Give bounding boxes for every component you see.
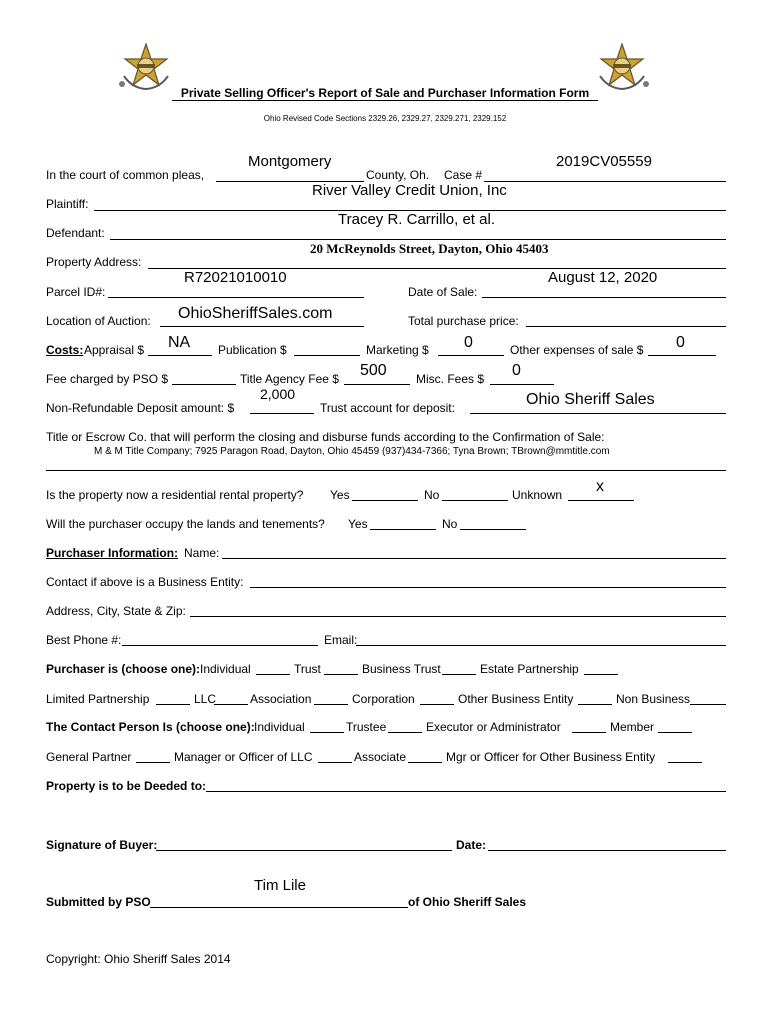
purchaser-type-association-line[interactable] [314,704,348,705]
case-label: Case # [444,168,483,182]
occupy-question: Will the purchaser occupy the lands and tenements? [46,517,325,531]
signature-date-field-line[interactable] [488,850,726,851]
rental-unknown-field-line[interactable] [568,500,634,501]
contact-type-associate: Associate [354,750,407,764]
purchaser-type-business-trust: Business Trust [362,662,441,676]
contact-type-trustee-line[interactable] [388,732,422,733]
appraisal-value: NA [168,334,191,351]
title-agency-fee-value: 500 [360,362,387,379]
contact-type-executor: Executor or Administrator [426,720,561,734]
purchaser-name-label: Name: [184,546,220,560]
purchaser-type-label: Purchaser is (choose one): [46,662,201,676]
address-label: Address, City, State & Zip: [46,604,186,618]
signature-field-line[interactable] [156,850,452,851]
contact-type-manager-llc: Manager or Officer of LLC [174,750,313,764]
purchaser-type-llc: LLC [194,692,217,706]
marketing-value: 0 [464,334,473,351]
plaintiff-value: River Valley Credit Union, Inc [312,182,507,199]
title-company-field-line[interactable] [46,470,726,471]
misc-fees-label: Misc. Fees $ [416,372,485,386]
deposit-value: 2,000 [260,386,296,402]
occupy-no-field-line[interactable] [460,529,526,530]
trust-account-field-line[interactable] [470,413,726,414]
copyright: Copyright: Ohio Sheriff Sales 2014 [46,952,231,966]
submitted-by-value: Tim Lile [254,877,306,894]
parcel-value: R72021010010 [184,269,287,286]
occupy-yes-field-line[interactable] [370,529,436,530]
deeded-to-label: Property is to be Deeded to: [46,779,207,793]
publication-field-line[interactable] [294,355,360,356]
sheriff-star-badge-icon [594,42,650,92]
email-label: Email: [324,633,358,647]
marketing-label: Marketing $ [366,343,429,357]
plaintiff-label: Plaintiff: [46,197,89,211]
business-contact-label: Contact if above is a Business Entity: [46,575,244,589]
total-price-field-line[interactable] [526,326,726,327]
purchaser-name-field-line[interactable] [222,558,726,559]
costs-label: Costs: [46,343,84,357]
total-price-label: Total purchase price: [408,314,519,328]
contact-type-manager-llc-line[interactable] [318,762,352,763]
purchaser-type-llc-line[interactable] [214,704,248,705]
phone-field-line[interactable] [122,645,318,646]
defendant-field-line[interactable] [110,239,726,240]
rental-yes-field-line[interactable] [352,500,418,501]
pso-fee-label: Fee charged by PSO $ [46,372,169,386]
date-of-sale-value: August 12, 2020 [548,269,658,286]
contact-type-member: Member [610,720,655,734]
rental-unknown-mark: x [596,478,604,495]
purchaser-type-limited-partnership-line[interactable] [156,704,190,705]
contact-type-executor-line[interactable] [572,732,606,733]
trust-account-label: Trust account for deposit: [320,401,455,415]
title-company-value: M & M Title Company; 7925 Paragon Road, Dayton, Ohio 45459 (937)434-7366; Tyna Brown; TBrown@mmtitle.com [94,446,610,457]
contact-type-associate-line[interactable] [408,762,442,763]
rental-no-label: No [424,488,440,502]
appraisal-field-line[interactable] [148,355,212,356]
rental-question: Is the property now a residential rental property? [46,488,304,502]
title-agency-fee-label: Title Agency Fee $ [240,372,339,386]
case-field-line[interactable] [484,181,726,182]
purchaser-type-business-trust-line[interactable] [442,674,476,675]
other-expenses-field-line[interactable] [648,355,716,356]
contact-type-trustee: Trustee [346,720,387,734]
date-of-sale-label: Date of Sale: [408,285,478,299]
signature-date-label: Date: [456,838,487,852]
deposit-field-line[interactable] [250,413,314,414]
purchaser-type-individual: Individual [200,662,251,676]
parcel-label: Parcel ID#: [46,285,106,299]
rental-yes-label: Yes [330,488,350,502]
business-contact-field-line[interactable] [250,587,726,588]
sheriff-star-badge-icon [118,42,174,92]
purchaser-type-other-business-line[interactable] [578,704,612,705]
parcel-field-line[interactable] [108,297,364,298]
purchaser-type-trust: Trust [294,662,321,676]
email-field-line[interactable] [356,645,726,646]
property-address-value: 20 McReynolds Street, Dayton, Ohio 45403 [310,241,549,256]
purchaser-type-corporation-line[interactable] [420,704,454,705]
court-label: In the court of common pleas, [46,168,205,182]
purchaser-type-other-business: Other Business Entity [458,692,574,706]
marketing-field-line[interactable] [438,355,504,356]
purchaser-heading: Purchaser Information: [46,546,179,560]
submitted-by-field-line[interactable] [150,907,408,908]
contact-type-individual-line[interactable] [310,732,344,733]
contact-type-individual: Individual [254,720,305,734]
county-label: County, Oh. [366,168,430,182]
contact-type-general-partner-line[interactable] [136,762,170,763]
misc-fees-field-line[interactable] [490,384,554,385]
case-value: 2019CV05559 [556,153,652,170]
rental-unknown-label: Unknown [512,488,563,502]
misc-fees-value: 0 [512,362,521,379]
defendant-value: Tracey R. Carrillo, et al. [338,211,495,228]
other-expenses-label: Other expenses of sale $ [510,343,644,357]
auction-field-line[interactable] [160,326,364,327]
property-address-label: Property Address: [46,255,142,269]
auction-value: OhioSheriffSales.com [178,305,333,322]
contact-type-mgr-other-line[interactable] [668,762,702,763]
defendant-label: Defendant: [46,226,105,240]
purchaser-type-non-business: Non Business [616,692,691,706]
pso-fee-field-line[interactable] [172,384,236,385]
purchaser-type-association: Association [250,692,312,706]
phone-label: Best Phone #: [46,633,122,647]
title-agency-fee-field-line[interactable] [344,384,410,385]
occupy-yes-label: Yes [348,517,368,531]
purchaser-type-limited-partnership: Limited Partnership [46,692,150,706]
appraisal-label: Appraisal $ [84,343,145,357]
publication-label: Publication $ [218,343,287,357]
occupy-no-label: No [442,517,458,531]
submitted-by-label: Submitted by PSO [46,895,151,909]
rental-no-field-line[interactable] [442,500,508,501]
address-field-line[interactable] [190,616,726,617]
form-subtitle: Ohio Revised Code Sections 2329.26, 2329.27, 2329.271, 2329.152 [263,114,507,123]
trust-account-value: Ohio Sheriff Sales [526,391,655,408]
title-company-label: Title or Escrow Co. that will perform the closing and disburse funds according to the Confirmation of Sale: [46,430,605,444]
contact-type-member-line[interactable] [658,732,692,733]
purchaser-type-individual-line[interactable] [256,674,290,675]
contact-type-mgr-other: Mgr or Officer for Other Business Entity [446,750,656,764]
county-value: Montgomery [248,153,332,170]
purchaser-type-corporation: Corporation [352,692,415,706]
deposit-label: Non-Refundable Deposit amount: $ [46,401,235,415]
date-of-sale-field-line[interactable] [482,297,726,298]
purchaser-type-non-business-line[interactable] [690,704,726,705]
auction-label: Location of Auction: [46,314,151,328]
submitted-by-suffix: of Ohio Sheriff Sales [408,895,527,909]
purchaser-type-estate-partnership: Estate Partnership [480,662,579,676]
other-expenses-value: 0 [676,334,685,351]
purchaser-type-estate-partnership-line[interactable] [584,674,618,675]
signature-label: Signature of Buyer: [46,838,158,852]
contact-type-general-partner: General Partner [46,750,132,764]
purchaser-type-trust-line[interactable] [324,674,358,675]
form-title: Private Selling Officer's Report of Sale and Purchaser Information Form [172,86,598,101]
contact-type-label: The Contact Person Is (choose one): [46,720,255,734]
deeded-to-field-line[interactable] [206,791,726,792]
